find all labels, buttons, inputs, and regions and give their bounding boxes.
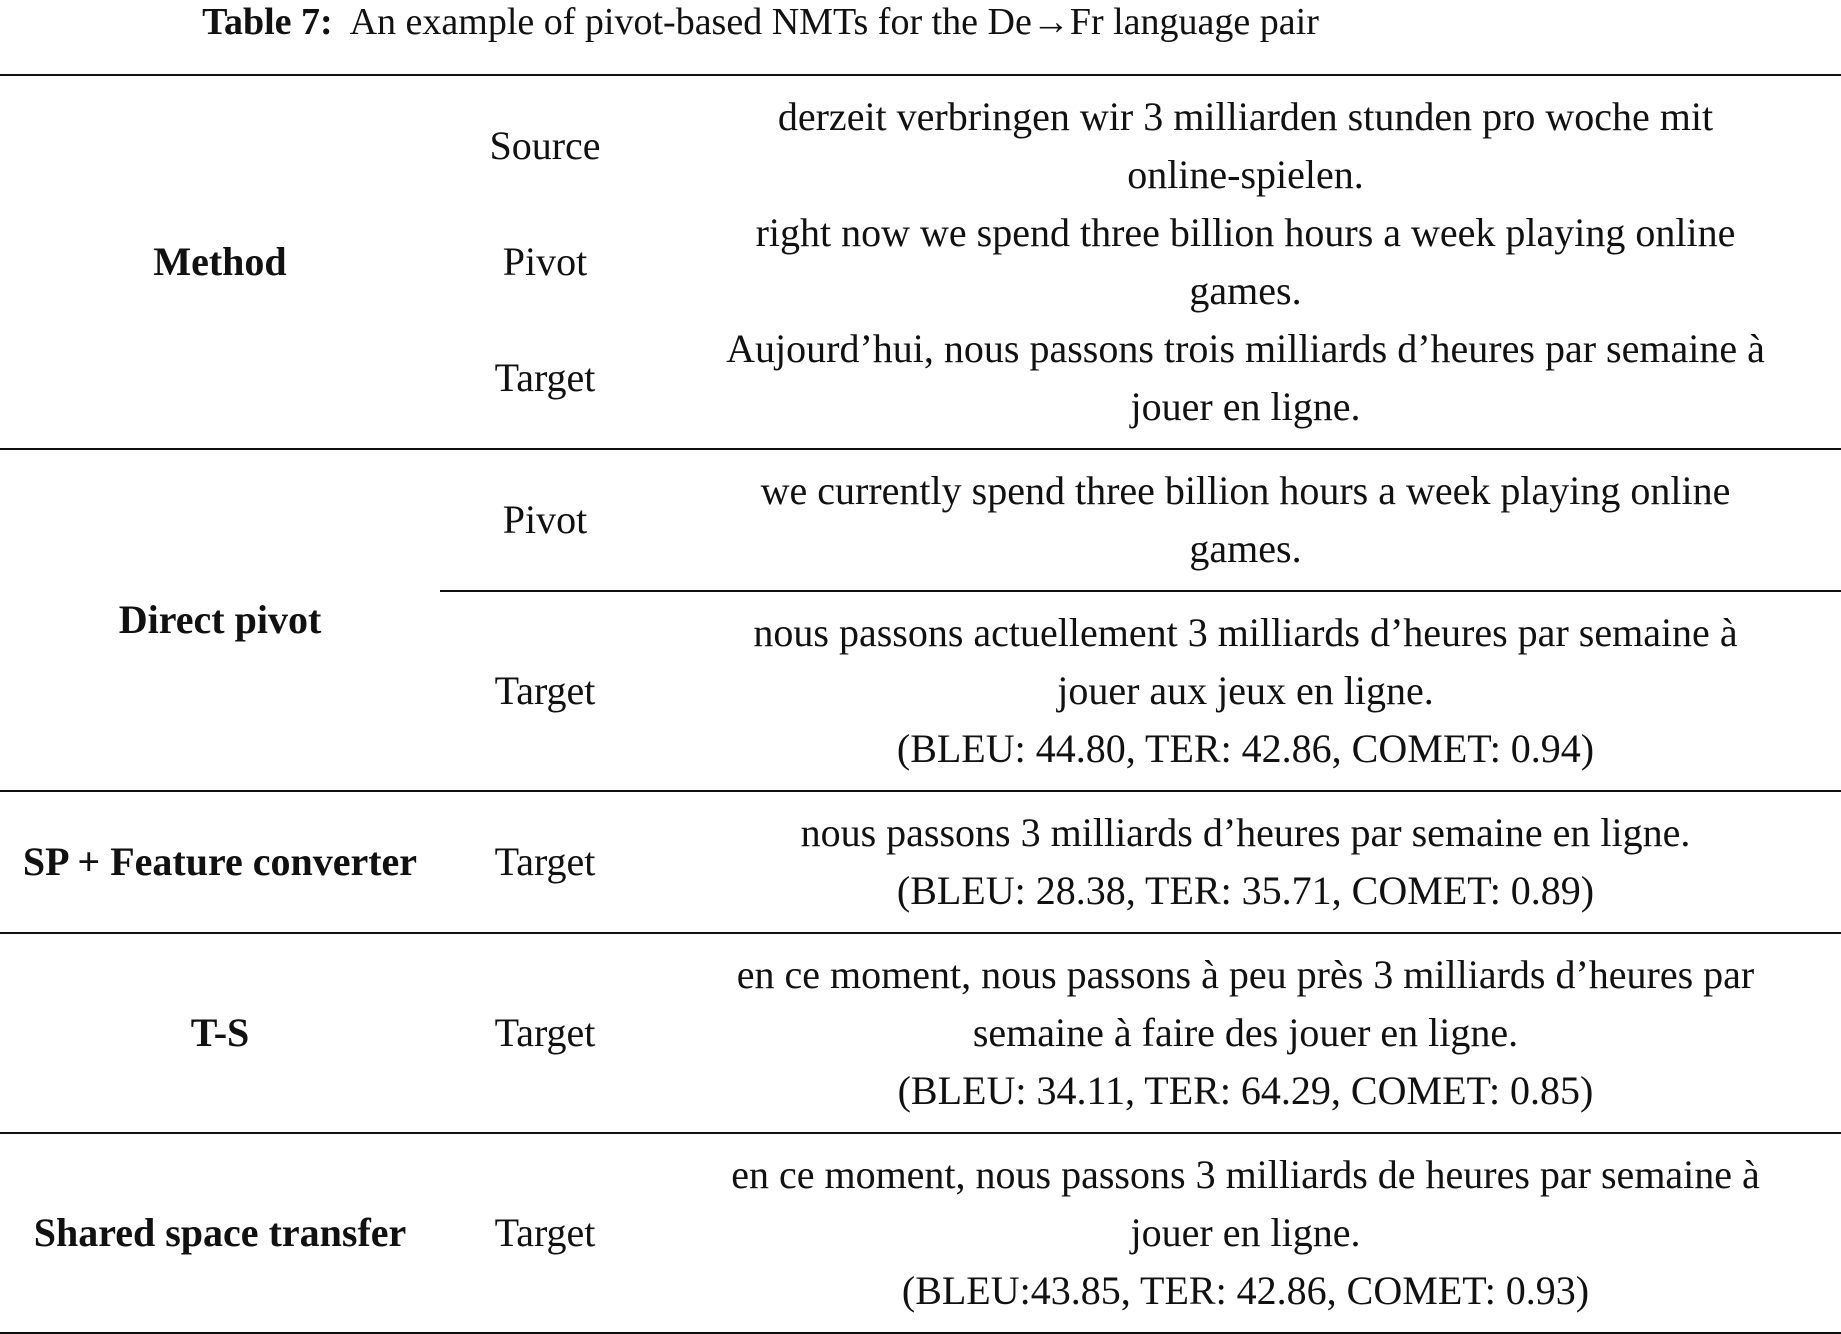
header-pivot-label: Pivot xyxy=(502,239,588,284)
text-line: en ce moment, nous passons à peu près 3 milliards d’heures par xyxy=(736,952,1755,997)
shared-label: Target xyxy=(440,1133,650,1333)
text-line: nous passons 3 milliards d’heures par semaine en ligne. xyxy=(800,810,1691,855)
text-line: jouer en ligne. xyxy=(1130,384,1361,429)
sp-feature-method: SP + Feature converter xyxy=(0,791,440,933)
header-method-cell: Method xyxy=(0,75,440,449)
caption-text: An example of pivot-based NMTs for the De→Fr language pair xyxy=(349,1,1319,43)
text-line: games. xyxy=(1189,526,1302,571)
shared-row xyxy=(0,1133,1841,1333)
text-line: jouer aux jeux en ligne. xyxy=(1057,668,1434,713)
sp-feature-row xyxy=(0,791,1841,933)
caption-label: Table 7: xyxy=(202,1,333,43)
text-line: Aujourd’hui, nous passons trois milliards d’heures par semaine à xyxy=(726,326,1765,371)
ts-method: T-S xyxy=(0,933,440,1133)
sp-feature-text xyxy=(650,791,1841,933)
header-source-label: Source xyxy=(440,75,650,204)
header-source-text xyxy=(650,75,1841,204)
direct-pivot-pivot-label: Pivot xyxy=(440,449,650,591)
header-row-source xyxy=(0,75,1841,204)
ts-label: Target xyxy=(440,933,650,1133)
text-line: semaine à faire des jouer en ligne. xyxy=(972,1010,1519,1055)
text-line: derzeit verbringen wir 3 milliarden stunden pro woche mit xyxy=(777,94,1714,139)
ts-row xyxy=(0,933,1841,1133)
pivot-nmt-table xyxy=(0,74,1841,1334)
ts-text xyxy=(650,933,1841,1133)
direct-pivot-row-pivot xyxy=(0,449,1841,591)
header-target-label: Target xyxy=(494,355,596,400)
header-pivot-text xyxy=(650,204,1841,320)
sp-feature-label: Target xyxy=(440,791,650,933)
direct-pivot-pivot-text xyxy=(650,449,1841,591)
shared-method: Shared space transfer xyxy=(0,1133,440,1333)
text-line: en ce moment, nous passons 3 milliards de heures par semaine à xyxy=(731,1152,1760,1197)
table-caption xyxy=(0,0,1521,44)
text-line: nous passons actuellement 3 milliards d’heures par semaine à xyxy=(753,610,1738,655)
text-line: we currently spend three billion hours a week playing online xyxy=(760,468,1731,513)
score-line: (BLEU: 44.80, TER: 42.86, COMET: 0.94) xyxy=(896,726,1595,771)
direct-pivot-method: Direct pivot xyxy=(0,449,440,791)
score-line: (BLEU: 28.38, TER: 35.71, COMET: 0.89) xyxy=(896,868,1595,913)
score-line: (BLEU: 34.11, TER: 64.29, COMET: 0.85) xyxy=(897,1068,1594,1113)
text-line: games. xyxy=(1189,268,1302,313)
text-line: right now we spend three billion hours a week playing online xyxy=(755,210,1736,255)
text-line: online-spielen. xyxy=(1127,152,1364,197)
text-line: jouer en ligne. xyxy=(1130,1210,1361,1255)
score-line: (BLEU:43.85, TER: 42.86, COMET: 0.93) xyxy=(901,1268,1590,1313)
direct-pivot-target-label: Target xyxy=(440,591,650,791)
direct-pivot-target-text xyxy=(650,591,1841,791)
shared-text xyxy=(650,1133,1841,1333)
header-target-text xyxy=(650,320,1841,449)
